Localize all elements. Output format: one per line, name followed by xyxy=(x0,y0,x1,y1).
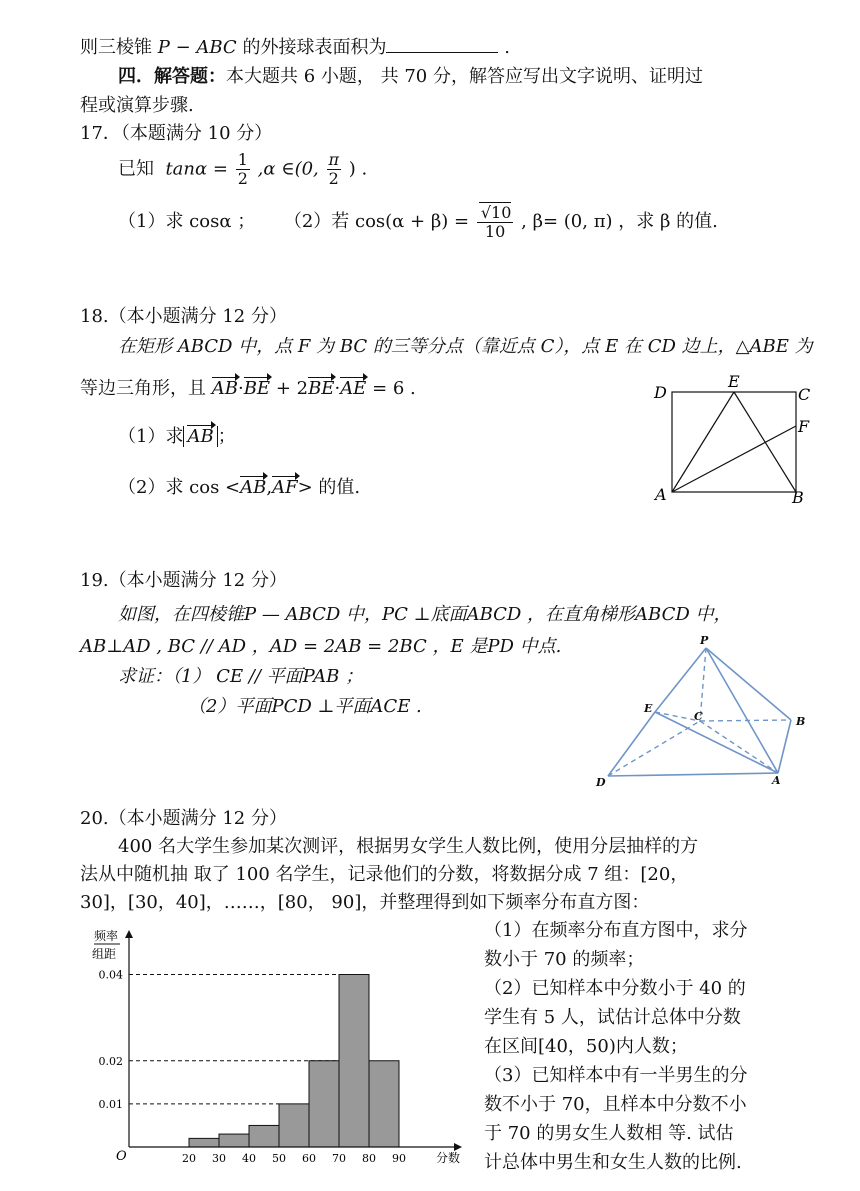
q19-proof1: 求证：（1） CE // 平面PAB ； xyxy=(118,666,364,687)
q17-parts: （1）求 cosα ； （2）若 cos(α + β) = $\frac{√10}{10}$ , β= (0, π) ，求 β 的值. xyxy=(118,202,718,241)
q17-header: 17．（本题满分 10 分） xyxy=(80,123,273,144)
label-e: E xyxy=(728,372,740,391)
x-tick-40: 40 xyxy=(242,1152,256,1165)
bar-70-80 xyxy=(339,975,369,1148)
q18-line2: 等边三角形，且 AB·BE + 2BE·AE = 6 . xyxy=(80,376,416,402)
label-d: D xyxy=(596,776,606,789)
x-tick-30: 30 xyxy=(212,1152,226,1165)
q19-header: 19.（本小题满分 12 分） xyxy=(80,570,287,591)
q20-intro1: 400 名大学生参加某次测评，根据男女学生人数比例，使用分层抽样的方 xyxy=(118,836,699,857)
y-axis-arrow xyxy=(125,930,133,938)
label-c: C xyxy=(694,710,703,723)
x-tick-50: 50 xyxy=(272,1152,286,1165)
bar-60-70 xyxy=(309,1061,339,1147)
y-tick-0.02: 0.02 xyxy=(98,1054,123,1068)
xlabel: 分数 xyxy=(436,1151,461,1165)
x-axis-arrow xyxy=(454,1143,462,1151)
q20-intro3: 30]，[30，40]，……，[80， 90]，并整理得到如下频率分布直方图： xyxy=(80,892,650,913)
q18-part2: （2）求 cos <AB,AF> 的值. xyxy=(118,475,360,501)
bar-50-60 xyxy=(279,1104,309,1147)
rectangle-figure xyxy=(650,370,820,510)
label-f: F xyxy=(798,417,810,436)
ylabel-bottom: 组距 xyxy=(92,947,117,961)
label-b: B xyxy=(796,715,806,728)
label-e: E xyxy=(644,702,653,715)
q19-line1: 如图，在四棱锥P — ABCD 中，PC ⊥底面ABCD ，在直角梯形ABCD 中， xyxy=(118,604,732,625)
segment-af xyxy=(672,426,796,492)
section-heading: 四．解答题：本大题共 6 小题， 共 70 分，解答应写出文字说明、证明过 xyxy=(118,66,703,87)
bar-80-90 xyxy=(369,1061,399,1147)
label-c: C xyxy=(798,385,811,404)
q20-intro2: 法从中随机抽 取了 100 名学生，记录他们的分数，将数据分成 7 组：[20， xyxy=(80,864,689,885)
bar-40-50 xyxy=(249,1125,279,1147)
bar-30-40 xyxy=(219,1134,249,1147)
label-d: D xyxy=(654,383,667,402)
q19-proof2: （2）平面PCD ⊥平面ACE . xyxy=(188,696,422,717)
x-tick-labels xyxy=(182,1152,406,1165)
rect-abcd xyxy=(672,392,796,492)
segment-ae xyxy=(672,392,734,492)
origin-label: O xyxy=(116,1149,127,1164)
answer-blank[interactable] xyxy=(386,34,498,53)
label-a: A xyxy=(772,774,781,787)
q19-line2: AB⊥AD , BC // AD ，AD = 2AB = 2BC ，E 是PD 中点. xyxy=(80,636,562,657)
section-heading-cont: 程或演算步骤. xyxy=(80,95,194,116)
x-tick-80: 80 xyxy=(362,1152,376,1165)
q16-line: 则三棱锥 P − ABC 的外接球表面积为 . xyxy=(80,34,510,61)
label-p: P xyxy=(700,634,709,647)
bar-20-30 xyxy=(189,1138,219,1147)
q18-line1: 在矩形 ABCD 中，点 F 为 BC 的三等分点（靠近点 C），点 E 在 CD 边上，△ABE 为 xyxy=(118,336,813,357)
x-tick-60: 60 xyxy=(302,1152,316,1165)
x-tick-90: 90 xyxy=(392,1152,406,1165)
x-tick-20: 20 xyxy=(182,1152,196,1165)
y-tick-labels xyxy=(99,969,124,1111)
y-tick-0.04: 0.04 xyxy=(98,968,123,982)
pyramid-figure xyxy=(588,632,818,792)
q20-header: 20.（本小题满分 12 分） xyxy=(80,808,287,829)
q20-subquestions: （1）在频率分布直方图中，求分 数小于 70 的频率； （2）已知样本中分数小于 40 的 学生有 5 人，试估计总体中分数 在区间[40，50)内人数； （3）已知样本中有一半男生的分 数不小于 70，且样本中分数不小 于 70 的男女生人数相 等. 试估 计总体中男生和女生人数的比例. xyxy=(484,920,748,1173)
q18-header: 18.（本小题满分 12 分） xyxy=(80,306,287,327)
q18-part1: （1）求 AB ； xyxy=(118,424,236,450)
label-b: B xyxy=(792,488,804,507)
y-tick-0.01: 0.01 xyxy=(98,1097,123,1111)
ylabel-top: 频率 xyxy=(94,929,119,943)
q17-given: 已知 tanα = $\frac{1}{2}$ ,α ∈(0, $\frac{\pi}{2}$ ) . xyxy=(118,150,368,188)
label-a: A xyxy=(655,485,667,504)
frequency-histogram xyxy=(84,922,468,1172)
x-tick-70: 70 xyxy=(332,1152,346,1165)
